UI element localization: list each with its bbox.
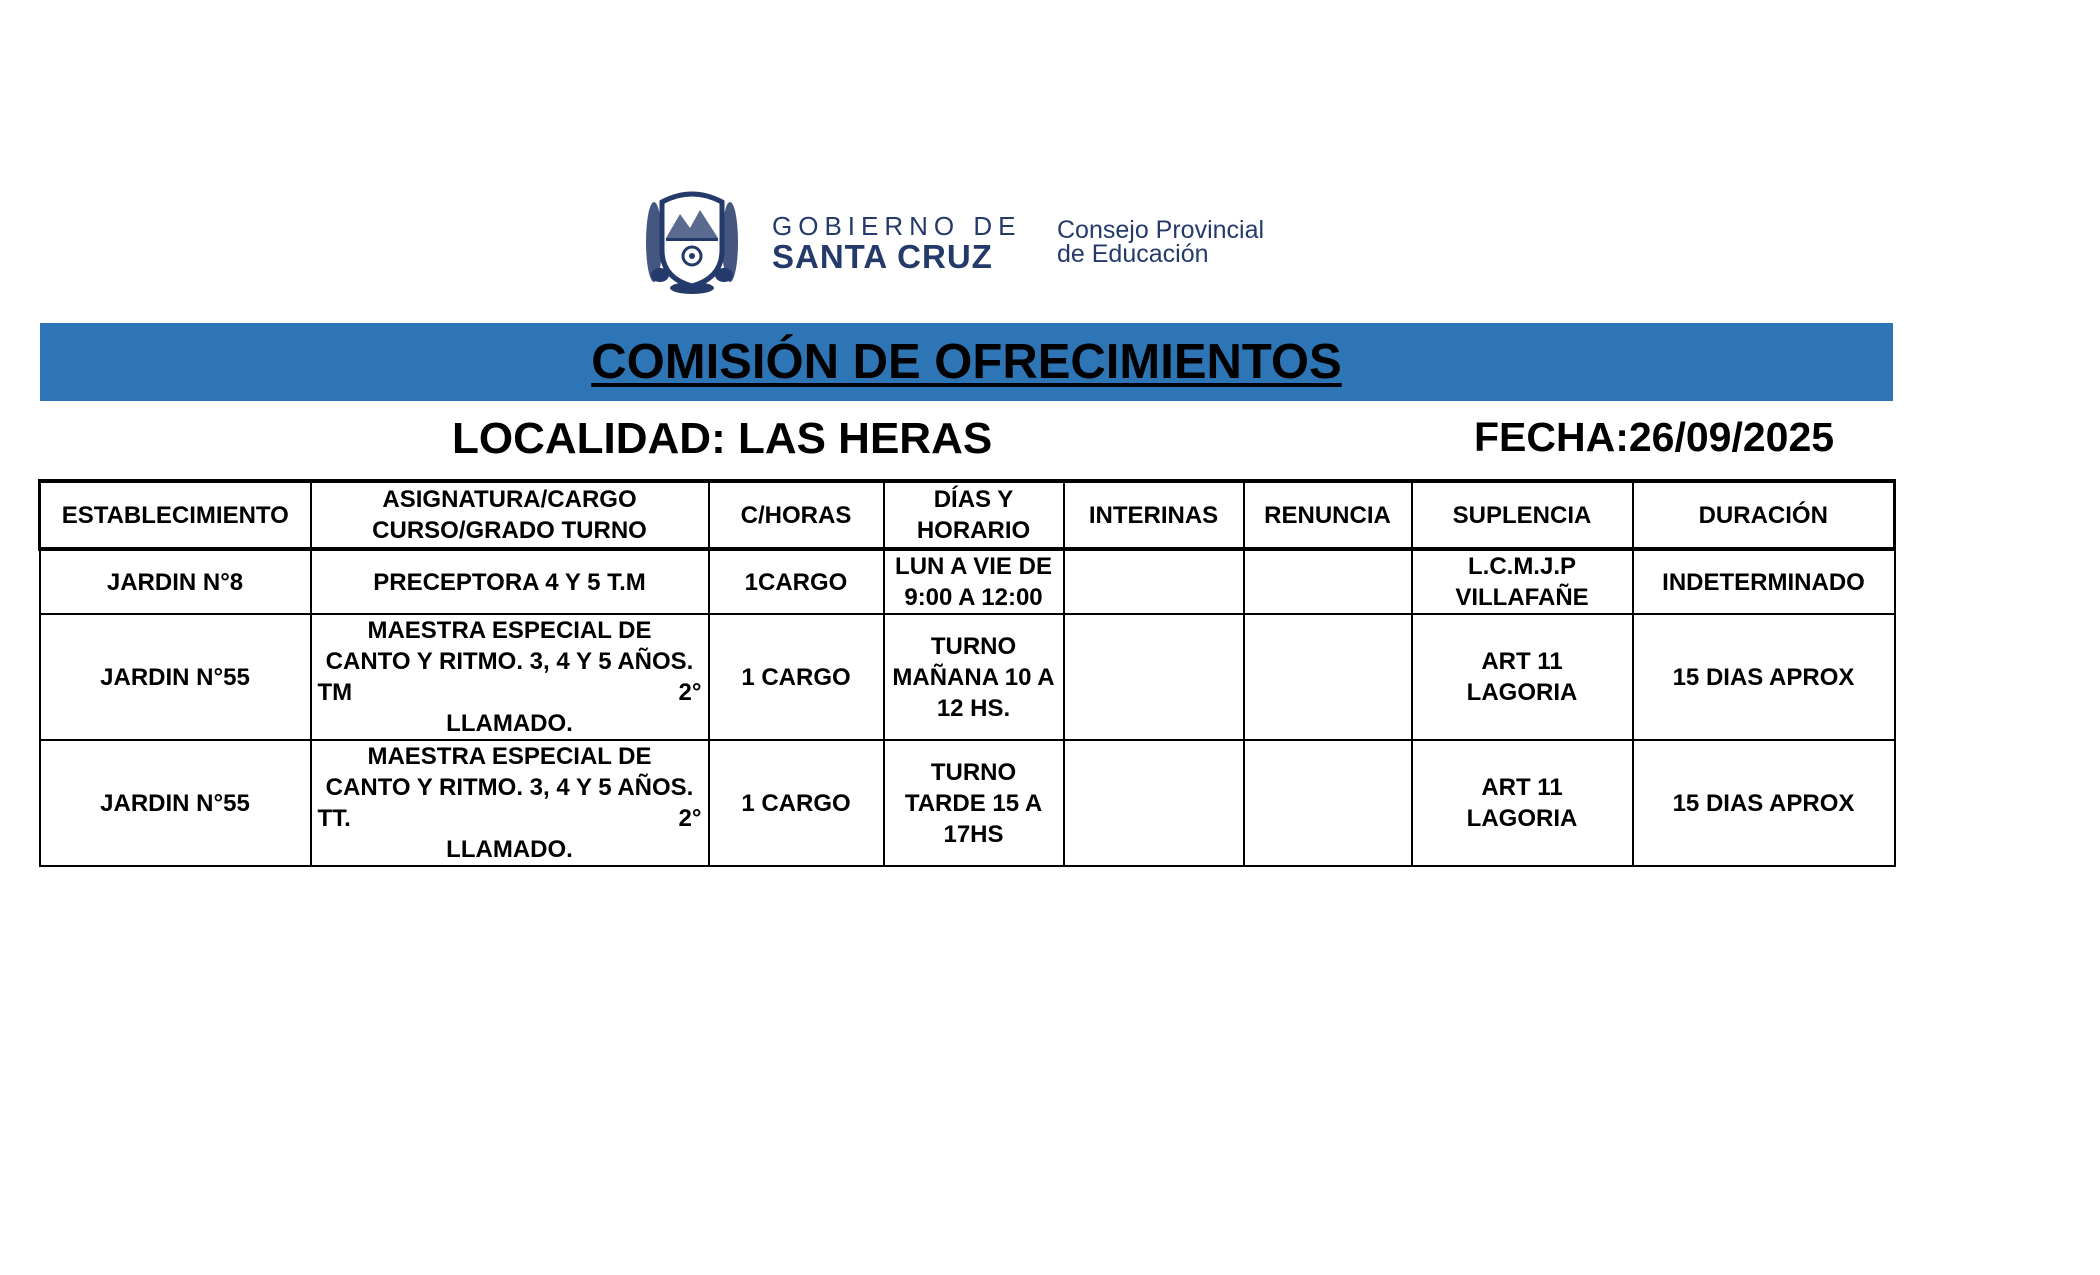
gov-line-2: SANTA CRUZ — [772, 238, 993, 275]
cell-interinas — [1064, 549, 1244, 614]
cell-suplencia-line-2: LAGORIA — [1466, 679, 1578, 706]
cell-asignatura-turno: TT. — [317, 805, 351, 832]
cell-dias-line-3: 12 HS. — [936, 694, 1011, 722]
cell-dias-line-1: TURNO — [930, 758, 1017, 786]
cell-dias — [884, 740, 1064, 866]
cell-suplencia — [1412, 549, 1633, 614]
cell-asignatura-line-1: MAESTRA ESPECIAL DE — [367, 743, 652, 770]
localidad-label: LOCALIDAD: LAS HERAS — [452, 414, 993, 463]
cell-horas: 1 CARGO — [709, 614, 884, 740]
header-logo — [640, 180, 1290, 300]
fecha-label: FECHA:26/09/2025 — [1474, 414, 1835, 460]
cell-asignatura-line-3 — [316, 677, 704, 708]
provincial-seal-icon — [640, 180, 744, 300]
cell-horas: 1CARGO — [709, 549, 884, 614]
col-asignatura — [311, 481, 709, 549]
cell-dias-line-1: LUN A VIE DE — [895, 553, 1052, 580]
cell-renuncia — [1244, 740, 1412, 866]
table-row — [40, 740, 1895, 866]
col-renuncia: RENUNCIA — [1244, 481, 1412, 549]
cell-dias-line-2: 9:00 A 12:00 — [904, 584, 1043, 611]
offers-table — [38, 479, 1896, 867]
government-wordmark — [772, 212, 1021, 274]
cell-establecimiento: JARDIN N°8 — [40, 549, 311, 614]
cell-suplencia-line-2: LAGORIA — [1466, 805, 1578, 832]
cell-asignatura-llamado-num: 2° — [678, 679, 702, 706]
cell-suplencia — [1412, 614, 1633, 740]
col-dias-line-2: HORARIO — [916, 517, 1031, 544]
col-dias-line-1: DÍAS Y — [933, 486, 1014, 513]
cell-interinas — [1064, 614, 1244, 740]
page-title: COMISIÓN DE OFRECIMIENTOS — [591, 335, 1342, 389]
council-wordmark — [1057, 218, 1264, 266]
council-line-1: Consejo Provincial — [1057, 216, 1265, 244]
col-horas: C/HORAS — [709, 481, 884, 549]
col-dias — [884, 481, 1064, 549]
gov-line-1: GOBIERNO DE — [772, 211, 1022, 241]
cell-asignatura — [311, 740, 709, 866]
col-asignatura-line-1: ASIGNATURA/CARGO — [382, 486, 637, 513]
cell-asignatura-line-4: LLAMADO. — [446, 710, 573, 737]
cell-asignatura-line-2: CANTO Y RITMO. 3, 4 Y 5 AÑOS. — [325, 774, 694, 801]
cell-asignatura-llamado-num: 2° — [678, 805, 702, 832]
cell-duracion: 15 DIAS APROX — [1633, 614, 1895, 740]
cell-renuncia — [1244, 549, 1412, 614]
table-row — [40, 614, 1895, 740]
cell-asignatura-turno: TM — [317, 679, 353, 706]
cell-duracion: INDETERMINADO — [1633, 549, 1895, 614]
cell-interinas — [1064, 740, 1244, 866]
col-suplencia: SUPLENCIA — [1412, 481, 1633, 549]
cell-asignatura-line-1: MAESTRA ESPECIAL DE — [367, 617, 652, 644]
cell-horas: 1 CARGO — [709, 740, 884, 866]
table-header-row — [40, 481, 1895, 549]
table-row — [40, 549, 1895, 614]
col-establecimiento: ESTABLECIMIENTO — [40, 481, 311, 549]
col-asignatura-line-2: CURSO/GRADO TURNO — [372, 517, 647, 544]
cell-dias-line-2: MAÑANA 10 A — [892, 663, 1055, 691]
title-banner — [40, 323, 1893, 401]
cell-suplencia-line-1: ART 11 — [1481, 648, 1563, 675]
cell-suplencia-line-1: L.C.M.J.P — [1467, 553, 1576, 580]
cell-suplencia-line-1: ART 11 — [1481, 774, 1563, 801]
council-line-2: de Educación — [1057, 240, 1209, 268]
cell-suplencia — [1412, 740, 1633, 866]
cell-asignatura-line-3 — [316, 803, 704, 834]
cell-duracion: 15 DIAS APROX — [1633, 740, 1895, 866]
cell-establecimiento: JARDIN N°55 — [40, 740, 311, 866]
cell-suplencia-line-2: VILLAFAÑE — [1455, 584, 1589, 611]
cell-asignatura-line-2: CANTO Y RITMO. 3, 4 Y 5 AÑOS. — [325, 648, 694, 675]
cell-dias-line-2: TARDE 15 A — [904, 789, 1043, 817]
cell-dias-line-3: 17HS — [943, 820, 1004, 848]
cell-asignatura: PRECEPTORA 4 Y 5 T.M — [311, 549, 709, 614]
col-duracion: DURACIÓN — [1633, 481, 1895, 549]
cell-dias-line-1: TURNO — [930, 632, 1017, 660]
cell-asignatura — [311, 614, 709, 740]
cell-asignatura-line-4: LLAMADO. — [446, 836, 573, 863]
col-interinas: INTERINAS — [1064, 481, 1244, 549]
cell-dias — [884, 614, 1064, 740]
cell-renuncia — [1244, 614, 1412, 740]
cell-establecimiento: JARDIN N°55 — [40, 614, 311, 740]
cell-dias — [884, 549, 1064, 614]
